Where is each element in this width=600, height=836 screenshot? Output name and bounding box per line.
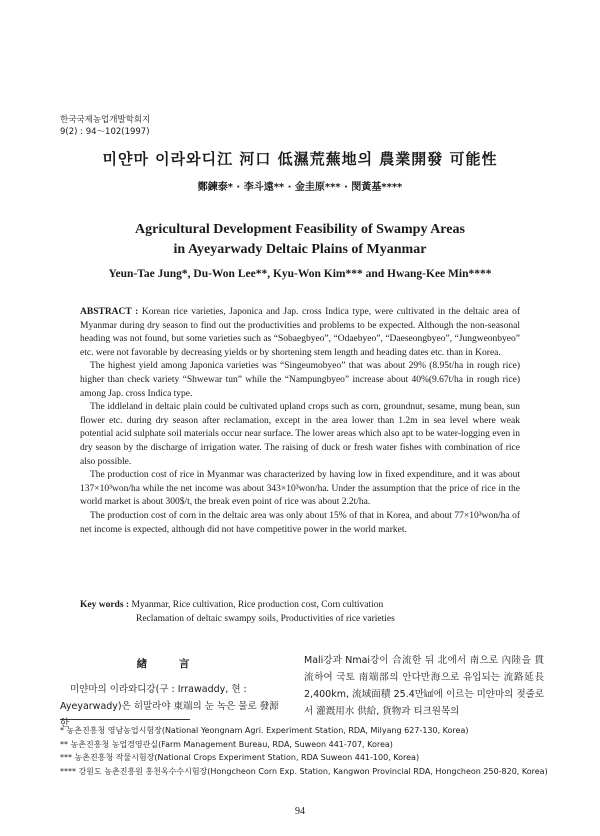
abstract-paragraph: The production cost of corn in the deltaic area was only about 15% of that in Korea, and about 77×10³won/ha of net income is expected, although did not have competitive power in the world market. (80, 510, 520, 535)
keywords (80, 598, 520, 626)
intro-left-text: 미얀마의 이라와디강(구 : Irrawaddy, 현 : Ayeyarwady)은 히말라야 東端의 눈 녹은 물로 發源한 (60, 684, 279, 729)
english-title-line-1: Agricultural Development Feasibility of Swampy Areas (135, 222, 465, 237)
intro-right-column (304, 652, 544, 720)
abstract (80, 306, 520, 537)
section-heading: 緖 言 (136, 658, 204, 670)
abstract-paragraph: The highest yield among Japonica varieties was “Singeumobyeo” that was about 29% (8.95t/ha in rough rice) higher than check variety “Shwewar tun” while the “Nampungbyeo” increase about 40%(9.67t/ha in rough rice) among Jap. cross Indica type. (80, 361, 520, 399)
keywords-line-1: Myanmar, Rice cultivation, Rice production cost, Corn cultivation (131, 600, 384, 610)
footnote-3: *** 농촌진흥청 작물시험장(National Crops Experiment Station, RDA Suweon 441-100, Korea) (60, 753, 420, 762)
journal-header (60, 114, 150, 138)
abstract-paragraph-text: Korean rice varieties, Japonica and Jap. cross Indica type, were cultivated in the deltaic area of Myanmar during dry season to find out the productivities and problems to be expected. Although the non-seasonal heading was not found, but some varieties such as “Sobaegbyeo”, “Odaebyeo”, “Daeseongbyeo”, “Jungweonbyeo” etc. were not favorable by decreasing yields or by shortening stem length and heading dates etc. than in Korea. (80, 307, 521, 358)
abstract-paragraph: The iddleland in deltaic plain could be cultivated upland crops such as corn, groundnut, sesame, mung bean, sun flower etc. during dry season after reclamation, except in the area lower than 1.2m in sea level where weak potential acid sulphate soil materials occur near surface. The lower areas which also apt to be water-logging even in dry season by the discharge of irrigation water. The raising of duck or fresh water fishes with combination of rice also possible. (80, 402, 520, 467)
keywords-line-2: Reclamation of deltaic swampy soils, Productivities of rice varieties (136, 614, 395, 624)
abstract-paragraph (80, 306, 520, 360)
korean-authors: 鄭鍊泰* · 李斗遠** · 金圭原*** · 閔黃基**** (197, 182, 403, 193)
footnote-1: * 농촌진흥청 영남농업시험장(National Yeongnam Agri. Experiment Station, RDA, Milyang 627-130, Korea) (60, 726, 469, 735)
english-authors: Yeun-Tae Jung*, Du-Won Lee**, Kyu-Won Kim*** and Hwang-Kee Min**** (108, 268, 492, 280)
korean-title: 미얀마 이라와디江 河口 低濕荒蕪地의 農業開發 可能性 (102, 150, 498, 168)
intro-right-text: Mali강과 Nmai강이 合流한 뒤 北에서 南으로 內陸을 貫流하여 국토 南端部의 안다만海으로 유입되는 流路延長 2,400km, 流域面積 25.4만㎢에 이르는 미얀마의 젖줄로서 灌漑用水 供給, 貨物과 티크원목의 (304, 655, 544, 717)
abstract-paragraph: The production cost of rice in Myanmar was characterized by having low in fixed expenditure, and it was about 137×10³won/ha while the net income was about 343×10³won/ha. Under the assumption that the price of rice in the world market is about 300$/t, the break even point of rice was about 2.2t/ha. (80, 470, 520, 508)
footnotes (60, 724, 550, 778)
english-title (0, 220, 600, 260)
footnote-2: ** 농촌진흥청 농업경영관실(Farm Management Bureau, RDA, Suweon 441-707, Korea) (60, 739, 393, 749)
page-number: 94 (295, 806, 305, 817)
abstract-label: ABSTRACT : (80, 307, 139, 317)
journal-name: 한국국제농업개발학회지 (60, 115, 151, 125)
english-title-line-2: in Ayeyarwady Deltaic Plains of Myanmar (173, 242, 427, 257)
footnote-divider (60, 719, 190, 720)
keywords-label: Key words : (80, 600, 130, 610)
footnote-4: **** 강원도 농촌진흥원 홍천옥수수시험장(Hongcheon Corn Exp. Station, Kangwon Provincial RDA, Hongcheon 250-820, Korea) (60, 766, 548, 776)
intro-left-column (60, 656, 280, 732)
journal-volume: 9(2) : 94～102(1997) (60, 127, 150, 137)
